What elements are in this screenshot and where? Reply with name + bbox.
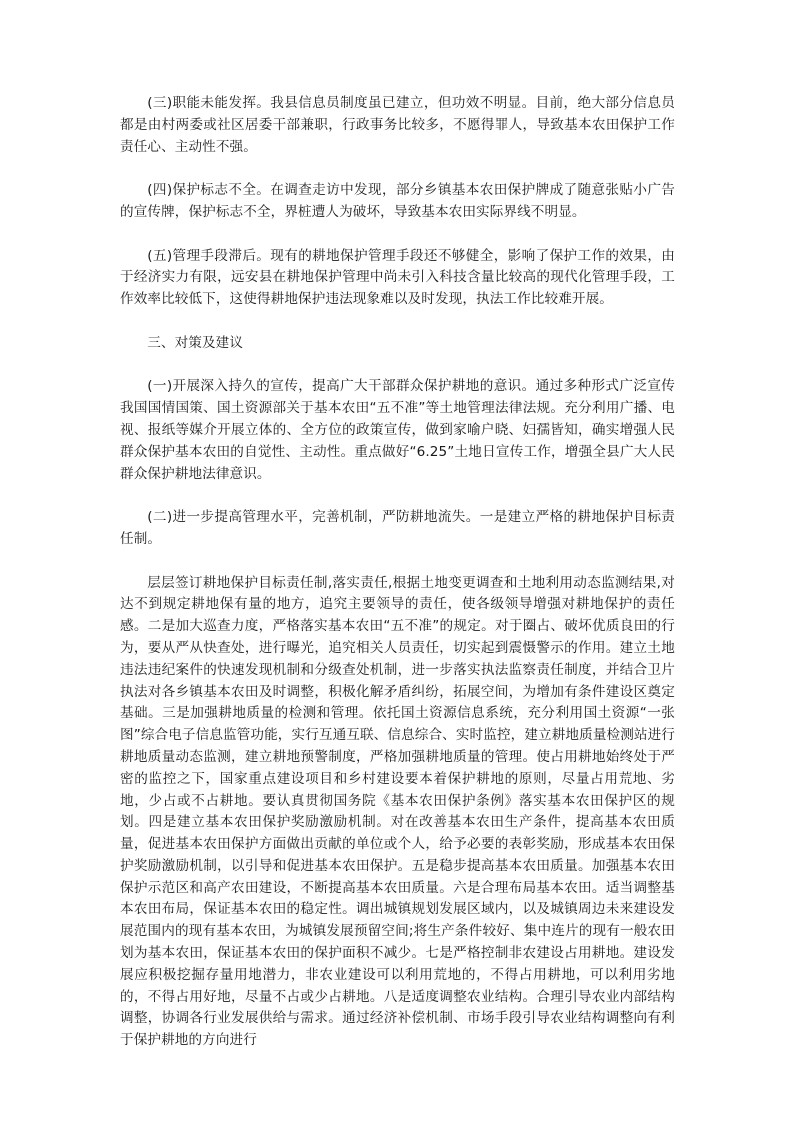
section-heading-countermeasures: 三、对策及建议 (147, 334, 244, 351)
paragraph-spacer (120, 551, 675, 573)
paragraph-incomplete-markers: (四)保护标志不全。在调查走访中发现，部分乡镇基本农田保护牌成了随意张贴小广告的宣传牌，保护标志不全，界桩遭人为破坏，导致基本农田实际界线不明显。 (120, 182, 675, 220)
document-body (120, 93, 675, 1052)
paragraph-management-level: (二)进一步提高管理水平，完善机制，严防耕地流失。一是建立严格的耕地保护目标责任制。 (120, 509, 675, 547)
paragraph-spacer (120, 224, 675, 246)
paragraph-publicity: (一)开展深入持久的宣传，提高广大干部群众保护耕地的意识。通过多种形式广泛宣传我国国情国策、国土资源部关于基本农田“五不准”等土地管理法律法规。充分利用广播、电视、报纸等媒介开展立体的、全方位的政策宣传，做到家喻户晓、妇孺皆知，确实增强人民群众保护基本农田的自觉性、主动性。重点做好“6.25”土地日宣传工作，增强全县广大人民群众保护耕地法律意识。 (120, 378, 675, 482)
paragraph-responsibility-system: 层层签订耕地保护目标责任制,落实责任,根据土地变更调查和土地利用动态监测结果,对达不到规定耕地保有量的地方，追究主要领导的责任，使各级领导增强对耕地保护的责任感。二是加大巡查力度，严格落实基本农田“五不准”的规定。对于圈占、破坏优质良田的行为，要从严从快查处，进行曝光，追究相关人员责任，切实起到震慑警示的作用。建立土地违法违纪案件的快速发现机制和分级查处机制，进一步落实执法监察责任制度，并结合卫片执法对各乡镇基本农田及时调整，积极化解矛盾纠纷，拓展空间，为增加有条件建设区奠定基础。三是加强耕地质量的检测和管理。依托国土资源信息系统，充分利用国土资源“一张图”综合电子信息监管功能，实行互通互联、信息综合、实时监控，建立耕地质量检测站进行耕地质量动态监测，建立耕地预警制度，严格加强耕地质量的管理。使占用耕地始终处于严密的监控之下，国家重点建设项目和乡村建设要本着保护耕地的原则，尽量占用荒地、劣地，少占或不占耕地。要认真贯彻国务院《基本农田保护条例》落实基本农田保护区的规划。四是建立基本农田保护奖励激励机制。对在改善基本农田生产条件，提高基本农田质量，促进基本农田保护方面做出贡献的单位或个人，给予必要的表彰奖励，形成基本农田保护奖励激励机制，以引导和促进基本农田保护。五是稳步提高基本农田质量。加强基本农田保护示范区和高产农田建设，不断提高基本农田质量。六是合理布局基本农田。适当调整基本农田布局，保证基本农田的稳定性。调出城镇规划发展区域内，以及城镇周边未来建设发展范围内的现有基本农田，为城镇发展预留空间;将生产条件较好、集中连片的现有一般农田划为基本农田，保证基本农田的保护面积不减少。七是严格控制非农建设占用耕地。建设发展应积极挖掘存量用地潜力，非农业建设可以利用荒地的，不得占用耕地，可以利用劣地的，不得占用好地，尽量不占或少占耕地。八是适度调整农业结构。合理引导农业内部结构调整，协调各行业发展供给与需求。通过经济补偿机制、市场手段引导农业结构调整向有利于保护耕地的方向进行 (120, 574, 675, 1049)
paragraph-outdated-management: (五)管理手段滞后。现有的耕地保护管理手段还不够健全，影响了保护工作的效果，由于经济实力有限，远安县在耕地保护管理中尚未引入科技含量比较高的现代化管理手段，工作效率比较低下，这使得耕地保护违法现象难以及时发现，执法工作比较难开展。 (120, 247, 675, 308)
paragraph-duty-not-fulfilled: (三)职能未能发挥。我县信息员制度虽已建立，但功效不明显。目前，绝大部分信息员都是由村两委或社区居委干部兼职，行政事务比较多，不愿得罪人，导致基本农田保护工作责任心、主动性不强。 (120, 95, 675, 155)
paragraph-spacer (120, 355, 675, 377)
paragraph-spacer (120, 311, 675, 333)
paragraph-spacer (120, 485, 675, 507)
paragraph-spacer (120, 158, 675, 180)
